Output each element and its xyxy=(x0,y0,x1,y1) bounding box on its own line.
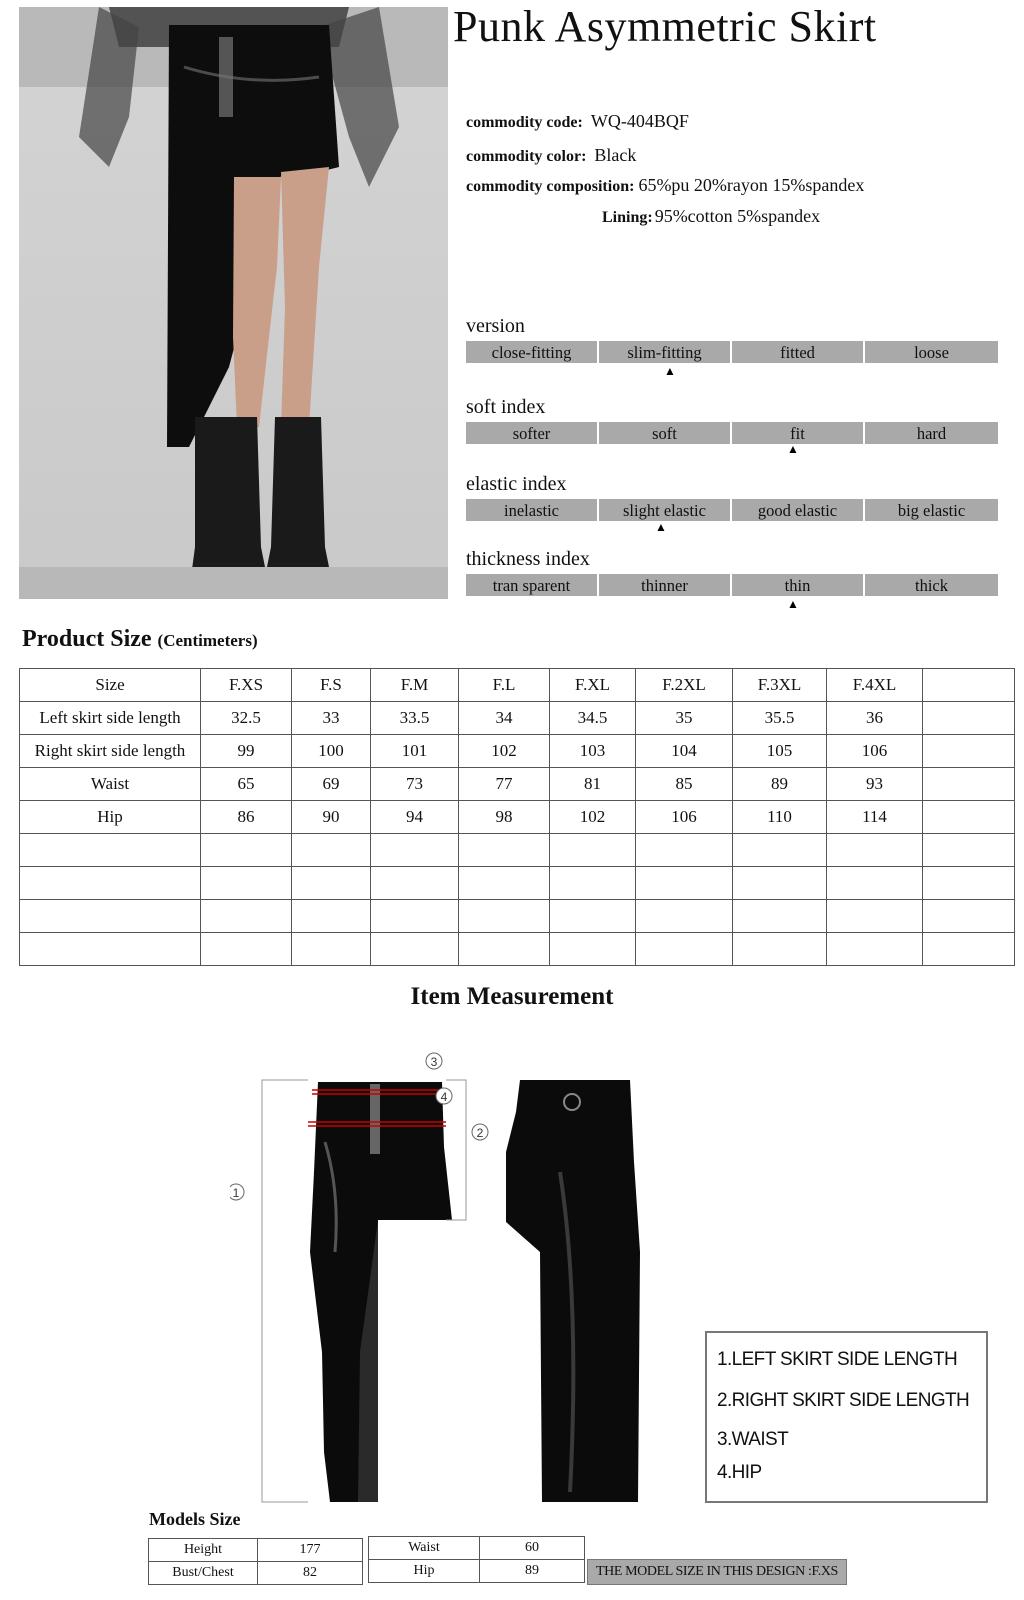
elastic-selected-marker: ▲ xyxy=(655,520,667,534)
measurement-name-cell: Waist xyxy=(20,768,201,801)
empty-cell xyxy=(550,834,636,867)
version-option: close-fitting xyxy=(466,341,599,363)
product-size-title: Product Size xyxy=(22,626,152,652)
size-value-cell: 81 xyxy=(550,768,636,801)
thickness-option: thinner xyxy=(599,574,732,596)
soft-index-bar xyxy=(466,422,998,444)
empty-cell xyxy=(292,834,371,867)
empty-cell xyxy=(923,834,1015,867)
size-value-cell: 114 xyxy=(827,801,923,834)
size-value-cell xyxy=(923,702,1015,735)
size-value-cell: 69 xyxy=(292,768,371,801)
size-value-cell: 90 xyxy=(292,801,371,834)
skirt-measurement-diagram xyxy=(230,1052,730,1512)
size-header-cell: F.L xyxy=(459,669,550,702)
elastic-option: inelastic xyxy=(466,499,599,521)
models-size-title: Models Size xyxy=(149,1509,241,1529)
size-value-cell xyxy=(923,735,1015,768)
commodity-color-row xyxy=(466,143,636,169)
size-value-cell: 102 xyxy=(550,801,636,834)
size-header-cell xyxy=(923,669,1015,702)
thickness-option: thin xyxy=(732,574,865,596)
size-value-cell: 73 xyxy=(371,768,459,801)
size-value-cell: 86 xyxy=(201,801,292,834)
empty-cell xyxy=(923,933,1015,966)
model-hip-value: 89 xyxy=(480,1560,585,1583)
size-value-cell: 93 xyxy=(827,768,923,801)
empty-cell xyxy=(292,900,371,933)
empty-cell xyxy=(371,933,459,966)
size-value-cell: 100 xyxy=(292,735,371,768)
size-header-cell: F.XS xyxy=(201,669,292,702)
measurement-name-cell: Right skirt side length xyxy=(20,735,201,768)
size-value-cell: 89 xyxy=(733,768,827,801)
measurement-name-cell: Hip xyxy=(20,801,201,834)
soft-option: hard xyxy=(865,422,998,444)
empty-cell xyxy=(923,900,1015,933)
size-header-cell: F.S xyxy=(292,669,371,702)
callout-1-label: 1 xyxy=(232,1186,240,1200)
legend-item: 4.HIP xyxy=(717,1462,762,1483)
empty-cell xyxy=(201,933,292,966)
empty-cell xyxy=(550,933,636,966)
product-size-heading xyxy=(22,626,258,653)
size-value-cell: 101 xyxy=(371,735,459,768)
empty-cell xyxy=(201,867,292,900)
product-photo xyxy=(19,7,448,599)
size-table-empty-row xyxy=(20,834,1015,867)
empty-cell xyxy=(459,834,550,867)
empty-cell xyxy=(201,900,292,933)
model-height-value: 177 xyxy=(258,1539,363,1562)
model-height-label: Height xyxy=(149,1539,258,1562)
commodity-composition-value: 65%pu 20%rayon 15%spandex xyxy=(638,175,865,195)
commodity-color-label: commodity color: xyxy=(466,148,587,165)
size-value-cell: 103 xyxy=(550,735,636,768)
size-value-cell: 32.5 xyxy=(201,702,292,735)
thickness-selected-marker: ▲ xyxy=(787,597,799,611)
size-value-cell: 110 xyxy=(733,801,827,834)
size-value-cell: 36 xyxy=(827,702,923,735)
empty-cell xyxy=(733,900,827,933)
empty-cell xyxy=(636,900,733,933)
empty-cell xyxy=(459,933,550,966)
callout-3-label: 3 xyxy=(430,1055,438,1069)
thickness-option: thick xyxy=(865,574,998,596)
commodity-code-value: WQ-404BQF xyxy=(590,111,689,131)
empty-cell xyxy=(550,900,636,933)
soft-option: fit xyxy=(732,422,865,444)
soft-index-title: soft index xyxy=(466,396,546,418)
empty-cell xyxy=(20,834,201,867)
size-value-cell: 65 xyxy=(201,768,292,801)
size-value-cell: 99 xyxy=(201,735,292,768)
empty-cell xyxy=(459,867,550,900)
callout-2-label: 2 xyxy=(476,1126,484,1140)
empty-cell xyxy=(636,834,733,867)
version-option: fitted xyxy=(732,341,865,363)
thickness-index-title: thickness index xyxy=(466,548,590,570)
model-waist-value: 60 xyxy=(480,1537,585,1560)
size-value-cell: 35 xyxy=(636,702,733,735)
size-value-cell: 106 xyxy=(827,735,923,768)
skirt-front-illustration xyxy=(310,1082,452,1502)
size-table-row xyxy=(20,735,1015,768)
product-size-unit: (Centimeters) xyxy=(157,631,258,650)
legend-item: 1.LEFT SKIRT SIDE LENGTH xyxy=(717,1349,958,1370)
model-waist-hip-table xyxy=(368,1536,585,1583)
size-value-cell: 98 xyxy=(459,801,550,834)
legend-item: 2.RIGHT SKIRT SIDE LENGTH xyxy=(717,1390,970,1411)
size-table-empty-row xyxy=(20,933,1015,966)
callout-4-label: 4 xyxy=(440,1090,448,1104)
empty-cell xyxy=(827,867,923,900)
empty-cell xyxy=(20,867,201,900)
empty-cell xyxy=(827,834,923,867)
measurement-name-cell: Left skirt side length xyxy=(20,702,201,735)
size-value-cell: 94 xyxy=(371,801,459,834)
commodity-code-row xyxy=(466,109,689,135)
empty-cell xyxy=(733,867,827,900)
lining-value: 95%cotton 5%spandex xyxy=(654,206,821,226)
size-value-cell: 77 xyxy=(459,768,550,801)
empty-cell xyxy=(733,933,827,966)
size-value-cell: 34 xyxy=(459,702,550,735)
empty-cell xyxy=(636,933,733,966)
version-index-title: version xyxy=(466,315,525,337)
model-wearing-skirt-image xyxy=(19,7,448,599)
size-value-cell xyxy=(923,768,1015,801)
commodity-code-label: commodity code: xyxy=(466,114,583,131)
model-bust-value: 82 xyxy=(258,1562,363,1585)
size-table-row xyxy=(20,801,1015,834)
size-table-empty-row xyxy=(20,900,1015,933)
soft-selected-marker: ▲ xyxy=(787,442,799,456)
model-size-note: THE MODEL SIZE IN THIS DESIGN :F.XS xyxy=(587,1559,847,1585)
empty-cell xyxy=(636,867,733,900)
model-waist-label: Waist xyxy=(369,1537,480,1560)
version-index-bar xyxy=(466,341,998,363)
size-table-body xyxy=(20,669,1015,966)
size-header-cell: Size xyxy=(20,669,201,702)
commodity-composition-row xyxy=(466,173,864,199)
size-value-cell: 85 xyxy=(636,768,733,801)
elastic-option: slight elastic xyxy=(599,499,732,521)
elastic-index-title: elastic index xyxy=(466,473,567,495)
size-header-cell: F.3XL xyxy=(733,669,827,702)
size-value-cell: 33.5 xyxy=(371,702,459,735)
product-title: Punk Asymmetric Skirt xyxy=(453,2,877,51)
soft-option: softer xyxy=(466,422,599,444)
version-selected-marker: ▲ xyxy=(664,364,676,378)
size-header-cell: F.4XL xyxy=(827,669,923,702)
elastic-option: big elastic xyxy=(865,499,998,521)
size-value-cell: 104 xyxy=(636,735,733,768)
item-measurement-title: Item Measurement xyxy=(410,983,614,1010)
legend-item: 3.WAIST xyxy=(717,1429,789,1450)
size-table-empty-row xyxy=(20,867,1015,900)
empty-cell xyxy=(827,900,923,933)
version-option: slim-fitting xyxy=(599,341,732,363)
size-header-cell: F.2XL xyxy=(636,669,733,702)
size-header-cell: F.XL xyxy=(550,669,636,702)
size-value-cell: 106 xyxy=(636,801,733,834)
commodity-color-value: Black xyxy=(594,145,637,165)
commodity-composition-label: commodity composition: xyxy=(466,178,635,195)
size-header-cell: F.M xyxy=(371,669,459,702)
skirt-diagram xyxy=(230,1052,730,1512)
size-table-row xyxy=(20,768,1015,801)
empty-cell xyxy=(201,834,292,867)
thickness-option: tran sparent xyxy=(466,574,599,596)
size-value-cell: 105 xyxy=(733,735,827,768)
measurement-legend xyxy=(705,1331,988,1503)
empty-cell xyxy=(371,900,459,933)
empty-cell xyxy=(371,867,459,900)
size-table-row xyxy=(20,702,1015,735)
lining-row xyxy=(602,204,820,230)
elastic-index-bar xyxy=(466,499,998,521)
elastic-option: good elastic xyxy=(732,499,865,521)
empty-cell xyxy=(20,900,201,933)
left-length-line xyxy=(262,1080,308,1502)
size-table-header-row xyxy=(20,669,1015,702)
version-option: loose xyxy=(865,341,998,363)
model-hip-label: Hip xyxy=(369,1560,480,1583)
model-height-bust-table xyxy=(148,1538,363,1585)
thickness-index-bar xyxy=(466,574,998,596)
size-value-cell: 35.5 xyxy=(733,702,827,735)
size-table xyxy=(19,668,1015,966)
empty-cell xyxy=(292,867,371,900)
size-value-cell: 102 xyxy=(459,735,550,768)
empty-cell xyxy=(459,900,550,933)
size-value-cell: 33 xyxy=(292,702,371,735)
empty-cell xyxy=(20,933,201,966)
empty-cell xyxy=(827,933,923,966)
soft-option: soft xyxy=(599,422,732,444)
empty-cell xyxy=(550,867,636,900)
model-bust-label: Bust/Chest xyxy=(149,1562,258,1585)
empty-cell xyxy=(371,834,459,867)
empty-cell xyxy=(292,933,371,966)
empty-cell xyxy=(923,867,1015,900)
size-value-cell xyxy=(923,801,1015,834)
empty-cell xyxy=(733,834,827,867)
size-value-cell: 34.5 xyxy=(550,702,636,735)
lining-label: Lining: xyxy=(602,209,653,226)
